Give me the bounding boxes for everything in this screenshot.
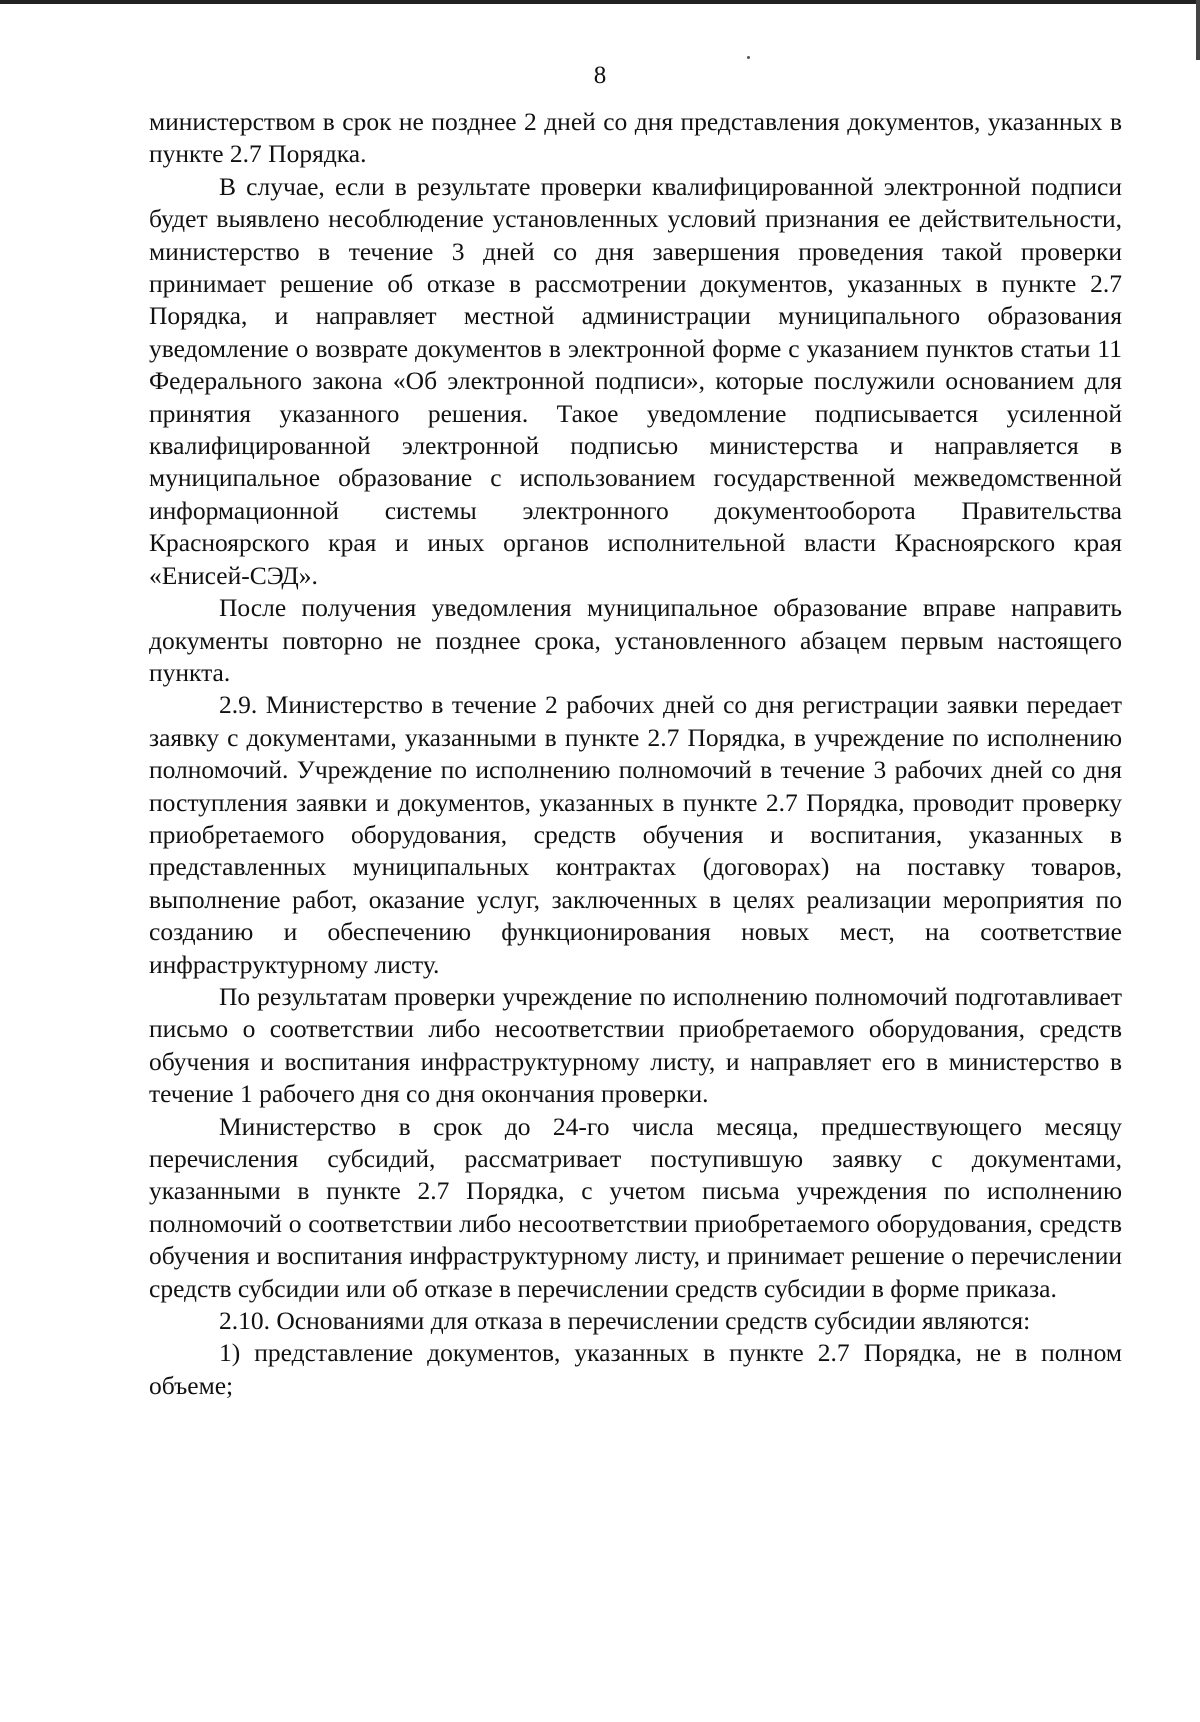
scan-speck [747, 56, 750, 59]
paragraph-continuation: министерством в срок не позднее 2 дней со дня представления документов, указанных в пункте 2.7 Порядка. [149, 107, 1122, 169]
paragraph-2-9: 2.9. Министерство в течение 2 рабочих дней со дня регистрации заявки передает заявку с документами, указанными в пункте 2.7 Порядка, в учреждение по исполнению полномочий. Учреждение по исполнению полномочий в течение 3 рабочих дней со дня поступления заявки и документов, указанных в пункте 2.7 Порядка, проводит проверку приобретаемого оборудования, средств обучения и воспитания, указанных в представленных муниципальных контрактах (договорах) на поставку товаров, выполнение работ, оказание услуг, заключенных в целях реализации мероприятия по созданию и обеспечению функционирования новых мест, на соответствие инфраструктурному листу. [149, 690, 1122, 979]
paragraph-resubmission: После получения уведомления муниципальное образование вправе направить документы повторно не позднее срока, установленного абзацем первым настоящего пункта. [149, 593, 1122, 687]
paragraph-ministry-decision: Министерство в срок до 24-го числа месяца, предшествующего месяцу перечисления субсидий, рассматривает поступившую заявку с документами, указанными в пункте 2.7 Порядка, с учетом письма учреждения по исполнению полномочий о соответствии либо несоответствии приобретаемого оборудования, средств обучения и воспитания инфраструктурному листу, и принимает решение о перечислении средств субсидии или об отказе в перечислении средств субсидии в форме приказа. [149, 1111, 1122, 1303]
scan-top-border [0, 0, 1200, 4]
paragraph-2-10: 2.10. Основаниями для отказа в перечислении средств субсидии являются: [219, 1306, 1031, 1336]
document-body [149, 106, 1122, 1402]
page-number: 8 [593, 62, 607, 89]
paragraph-item-1: 1) представление документов, указанных в пункте 2.7 Порядка, не в полном объеме; [149, 1338, 1122, 1400]
paragraph-check-results: По результатам проверки учреждение по исполнению полномочий подготавливает письмо о соответствии либо несоответствии приобретаемого оборудования, средств обучения и воспитания инфраструктурному листу, и направляет его в министерство в течение 1 рабочего дня со дня окончания проверки. [149, 981, 1122, 1109]
scan-right-border [1196, 0, 1200, 60]
paragraph-signature-check: В случае, если в результате проверки квалифицированной электронной подписи будет выявлено несоблюдение установленных условий признания ее действительности, министерство в течение 3 дней со дня завершения проведения такой проверки принимает решение об отказе в рассмотрении документов, указанных в пункте 2.7 Порядка, и направляет местной администрации муниципального образования уведомление о возврате документов в электронной форме с указанием пунктов статьи 11 Федерального закона «Об электронной подписи», которые послужили основанием для принятия указанного решения. Такое уведомление подписывается усиленной квалифицированной электронной подписью министерства и направляется в муниципальное образование с использованием государственной межведомственной информационной системы электронного документооборота Правительства Красноярского края и иных органов исполнительной власти Красноярского края «Енисей-СЭД». [149, 171, 1122, 590]
